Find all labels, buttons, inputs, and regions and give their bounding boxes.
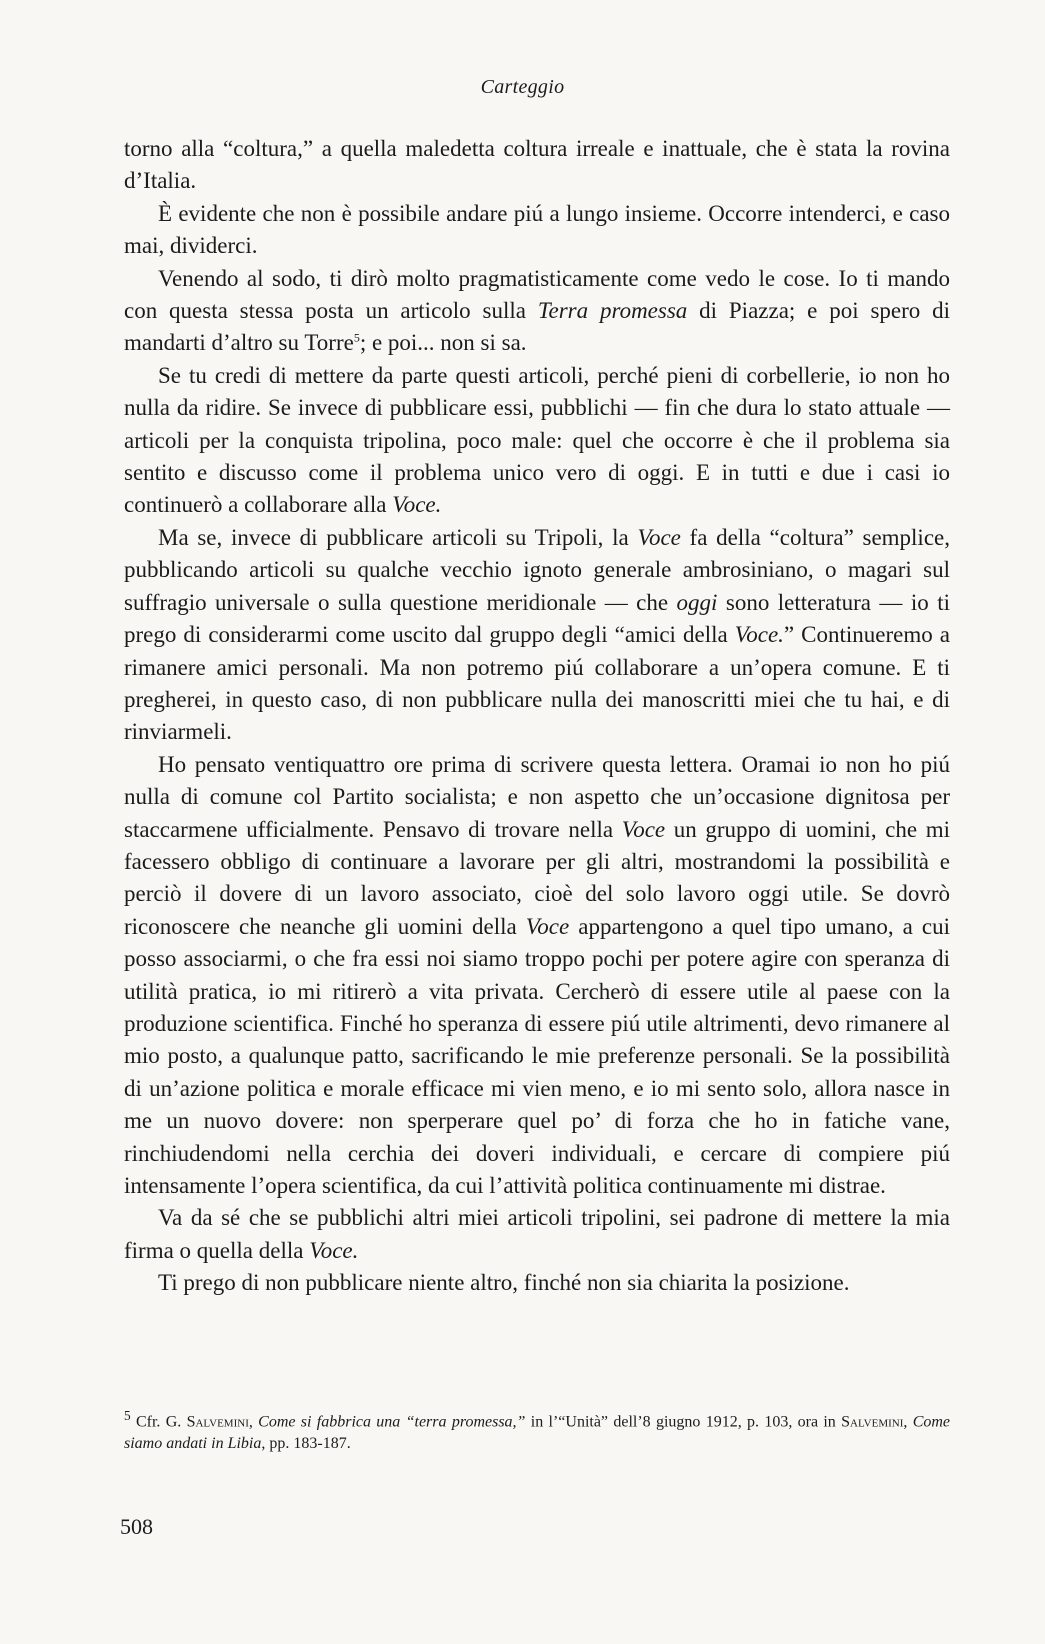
paragraph-4 <box>124 360 950 522</box>
running-head: Carteggio <box>480 76 565 98</box>
italic-title: Voce <box>637 524 681 550</box>
text-run: , <box>248 1413 259 1431</box>
letter-body <box>124 133 950 1300</box>
text-run: Ho pensato ventiquattro ore prima di scrivere questa lettera. Oramai io non ho piú nulla di comune col Partito socialista; e non aspetto che un’occasione dignitosa per staccarmene ufficialmente. Pensavo di trovare nella <box>124 751 950 842</box>
footnote <box>124 1405 950 1455</box>
text-run: Va da sé che se pubblichi altri miei articoli tripolini, sei padrone di mettere la mia firma o quella della <box>124 1205 950 1263</box>
text-run: di Piazza; e poi spero di mandarti d’altro su Torre <box>124 298 951 356</box>
text-run: ; e poi... non si sa. <box>359 330 527 356</box>
italic-title: Voce. <box>392 492 442 518</box>
text-run: Venendo al sodo, ti dirò molto pragmatisticamente come vedo le cose. Io ti mando con questa stessa posta un articolo sulla <box>124 265 950 324</box>
paragraph-1: torno alla “coltura,” a quella maledetta coltura irreale e inattuale, che è stata la rovina d’Italia. <box>124 136 950 194</box>
text-run: fa della “coltura” semplice, pubblicando articoli su qualche vecchio ignoto generale ambrosiniano, o magari sul suffragio universale o sulla questione meridionale — che <box>124 524 950 615</box>
text-run: , <box>903 1413 913 1431</box>
author-name: Salvemini <box>186 1413 249 1431</box>
italic-title: Terra promessa <box>537 298 688 324</box>
footnote-marker: 5 <box>124 1408 131 1423</box>
paragraph-6 <box>124 749 950 1203</box>
page-number: 508 <box>120 1514 153 1539</box>
paragraph-2: È evidente che non è possibile andare piú a lungo insieme. Occorre intenderci, e caso mai, dividerci. <box>124 200 950 259</box>
text-run: , pp. 183-187. <box>261 1435 351 1453</box>
text-run: Se tu credi di mettere da parte questi articoli, perché pieni di corbellerie, io non ho nulla da ridire. Se invece di pubblicare essi, pubblichi — fin che dura lo stato attuale — articoli per la conquista tripolina, poco male: quel che occorre è che il problema sia sentito e discusso come il problema unico vero di oggi. E in tutti e due i casi io continuerò a collaborare alla <box>124 362 950 518</box>
italic-title: Come siamo andati in Libia <box>124 1413 951 1453</box>
author-name: Salvemini <box>841 1413 904 1431</box>
paragraph-5 <box>124 522 950 749</box>
italic-emphasis: oggi <box>676 589 718 615</box>
italic-title: Voce <box>621 816 666 842</box>
italic-title: Voce. <box>309 1237 359 1263</box>
italic-title: Come si fabbrica una “terra promessa,” <box>258 1413 526 1431</box>
text-run: Cfr. G. <box>130 1413 187 1431</box>
text-run: ” Continueremo a rimanere amici personali. Ma non potremo piú collaborare a un’opera comune. E ti pregherei, in questo caso, di non pubblicare nulla dei manoscritti miei che tu hai, e di rinviarmeli. <box>124 622 950 745</box>
text-run: appartengono a quel tipo umano, a cui posso associarmi, o che fra essi noi siamo troppo pochi per potere agire con speranza di utilità pratica, io mi ritirerò a vita privata. Cercherò di essere utile al paese con la produzione scientifica. Finché ho speranza di essere piú utile altrimenti, devo rimanere al mio posto, a qualunque patto, sacrificando le mie preferenze personali. Se la possibilità di un’azione politica e morale efficace mi vien meno, e io mi sento solo, allora nasce in me un nuovo dovere: non sperperare quel po’ di forza che ho in fatiche vane, rinchiudendomi nella cerchia dei doveri individuali, e cercare di compiere piú intensamente l’opera scientifica, da cui l’attività politica continuamente mi distrae. <box>124 913 950 1198</box>
text-run: un gruppo di uomini, che mi facessero obbligo di continuare a lavorare per gli altri, mostrandomi la possibilità e perciò il dovere di un lavoro associato, cioè del solo lavoro oggi utile. Se dovrò riconoscere che neanche gli uomini della <box>124 816 951 939</box>
italic-title: Voce <box>525 913 570 939</box>
footnote-ref: 5 <box>353 330 360 345</box>
text-run: Ma se, invece di pubblicare articoli su Tripoli, la <box>158 524 638 550</box>
text-run: in l’“Unità” dell’8 giugno 1912, p. 103, ora in <box>525 1413 842 1431</box>
paragraph-7 <box>124 1202 950 1267</box>
paragraph-8: Ti prego di non pubblicare niente altro, finché non sia chiarita la posizione. <box>158 1270 850 1296</box>
italic-title: Voce. <box>734 622 784 648</box>
paragraph-3 <box>124 263 950 360</box>
text-run: sono letteratura — io ti prego di considerarmi come uscito dal gruppo degli “amici della <box>124 589 950 648</box>
